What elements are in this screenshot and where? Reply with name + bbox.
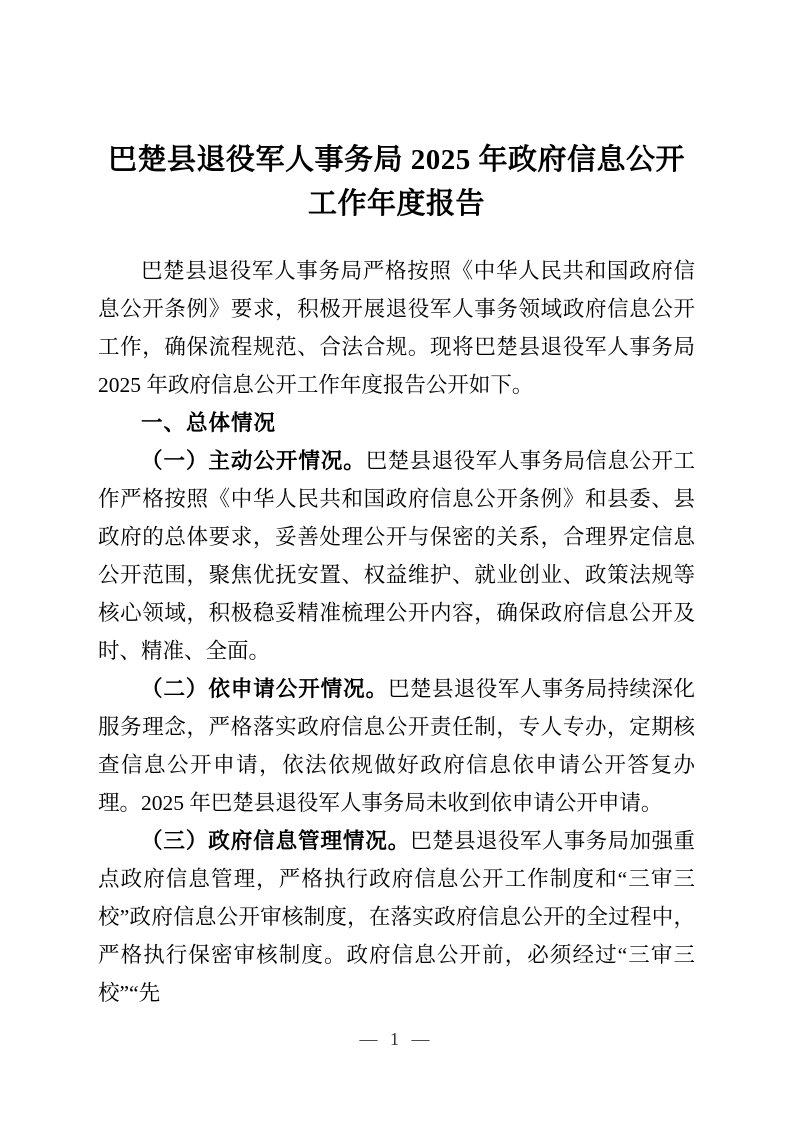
- subsection-2-lead: （二）依申请公开情况。: [141, 677, 389, 701]
- subsection-1-paragraph: [98, 442, 695, 670]
- subsection-1-text: 巴楚县退役军人事务局信息公开工作严格按照《中华人民共和国政府信息公开条例》和县委、县政府的总体要求，妥善处理公开与保密的关系，合理界定信息公开范围，聚焦优抚安置、权益维护、就业创业、政策法规等核心领域，积极稳妥精准梳理公开内容，确保政府信息公开及时、精准、全面。: [98, 449, 695, 663]
- page-number: — 1 —: [359, 1029, 434, 1049]
- document-body: [98, 252, 695, 1012]
- subsection-3-paragraph: [98, 822, 695, 1012]
- subsection-1-lead: （一）主动公开情况。: [141, 449, 366, 473]
- intro-paragraph: 巴楚县退役军人事务局严格按照《中华人民共和国政府信息公开条例》要求，积极开展退役军人事务领域政府信息公开工作，确保流程规范、合法合规。现将巴楚县退役军人事务局 2025 年政府信息公开工作年度报告公开如下。: [98, 259, 695, 397]
- document-title: [0, 0, 793, 226]
- section-1-heading: 一、总体情况: [141, 411, 277, 435]
- subsection-3-lead: （三）政府信息管理情况。: [141, 829, 411, 853]
- subsection-2-text: 巴楚县退役军人事务局持续深化服务理念，严格落实政府信息公开责任制，专人专办，定期核查信息公开申请，依法依规做好政府信息依申请公开答复办理。2025 年巴楚县退役军人事务局未收到依申请公开申请。: [98, 677, 695, 815]
- subsection-3-text: 巴楚县退役军人事务局加强重点政府信息管理，严格执行政府信息公开工作制度和“三审三校”政府信息公开审核制度，在落实政府信息公开的全过程中，严格执行保密审核制度。政府信息公开前，必须经过“三审三校”“先: [98, 829, 695, 1005]
- page-footer: [0, 1029, 793, 1050]
- subsection-2-paragraph: [98, 670, 695, 822]
- document-title-line1: 巴楚县退役军人事务局 2025 年政府信息公开: [107, 144, 685, 176]
- document-title-line2: 工作年度报告: [307, 188, 485, 220]
